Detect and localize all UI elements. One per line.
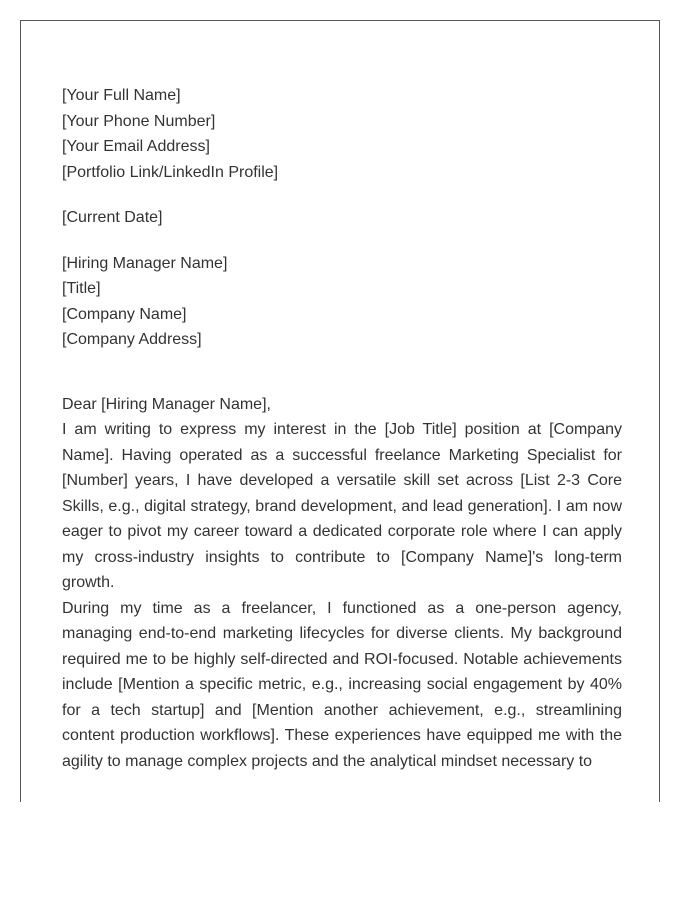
recipient-block — [62, 251, 622, 353]
sender-phone: [Your Phone Number] — [62, 112, 216, 130]
body-paragraph-1: I am writing to express my interest in the [Job Title] position at [Company Name]. Having operated as a successful freelance Marketing Specialist for [Number] years, I have developed a versatile skill set across [List 2-3 Core Skills, e.g., digital strategy, brand development, and lead generation]. I am now eager to pivot my career toward a dedicated corporate role where I can apply my cross-industry insights to contribute to [Company Name]'s long-term growth. — [62, 421, 622, 591]
sender-email: [Your Email Address] — [62, 138, 210, 155]
body-paragraph-2: During my time as a freelancer, I functioned as a one-person agency, managing end-to-end marketing lifecycles for diverse clients. My background required me to be highly self-directed and ROI-focused. Notable achievements include [Mention a specific metric, e.g., increasing social engagement by 40% for a tech startup] and [Mention another achievement, e.g., streamlining content production workflows]. These experiences have equipped me with the agility to manage complex projects and the analytical mindset necessary to — [62, 599, 622, 770]
salutation-block — [62, 392, 622, 418]
recipient-name: [Hiring Manager Name] — [62, 254, 228, 272]
sender-portfolio: [Portfolio Link/LinkedIn Profile] — [62, 163, 279, 181]
salutation: Dear [Hiring Manager Name], — [62, 395, 271, 413]
letter-page — [20, 20, 660, 802]
sender-block — [62, 83, 622, 185]
recipient-company: [Company Name] — [62, 305, 187, 323]
recipient-address: [Company Address] — [62, 331, 202, 348]
recipient-title: [Title] — [62, 280, 101, 297]
date-block — [62, 205, 622, 231]
sender-name: [Your Full Name] — [62, 87, 181, 104]
letter-date: [Current Date] — [62, 209, 163, 226]
letter-content — [62, 83, 622, 774]
